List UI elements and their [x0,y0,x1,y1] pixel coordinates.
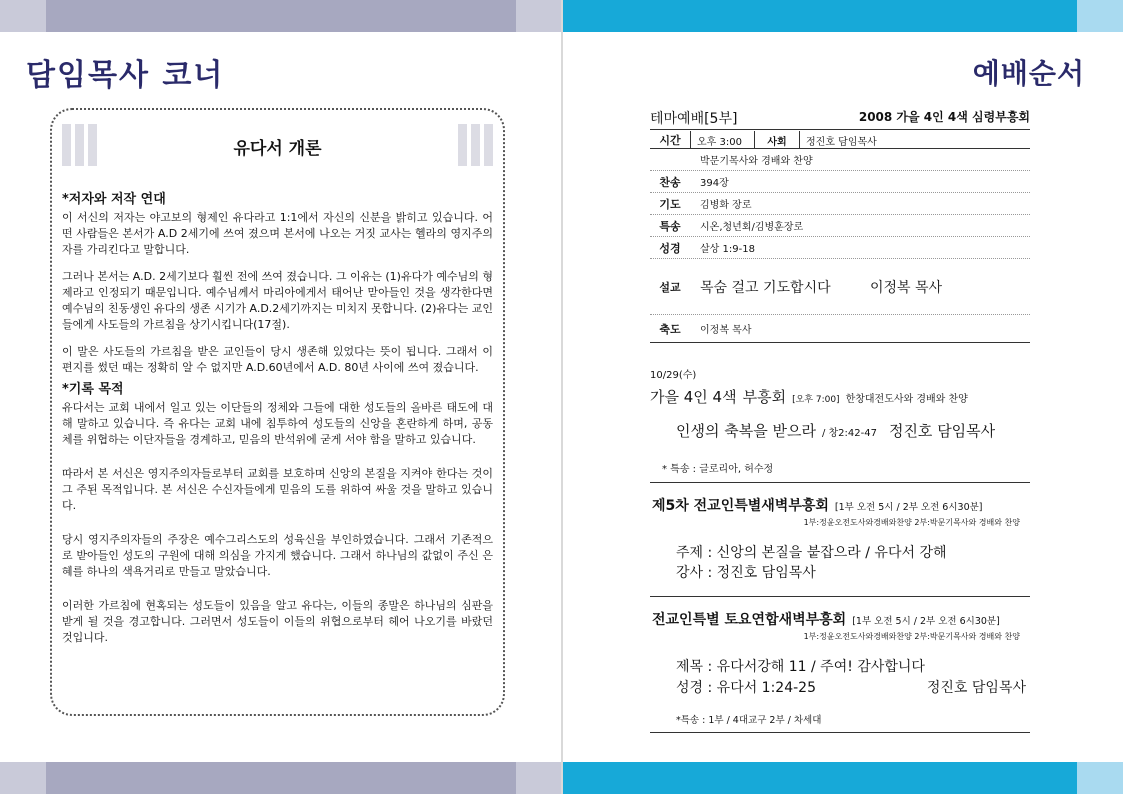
leader-value: 정진호 담임목사 [806,137,877,148]
opening-row [650,149,1030,171]
bless-value: 이정복 목사 [700,325,752,336]
sat-title-line [652,609,1042,629]
row-label: 특송 [659,219,681,233]
right-top-bar-end [1077,0,1123,32]
bless-label: 축도 [659,322,681,336]
time-cells [690,131,1030,148]
right-bottom-bar [563,762,1123,794]
sermon-title: 목숨 걸고 기도합시다 [700,279,831,296]
page-spine [561,0,563,794]
divider [650,732,1030,733]
intro-body [62,192,493,657]
jude-intro-box [50,108,505,716]
fall-special: * 특송 : 글로리아, 허수정 [662,464,774,475]
row-value: 394장 [700,178,729,189]
fall-time: [오후 7:00] [792,395,840,405]
left-top-bar-end [516,0,561,32]
revival-name: 2008 가을 4인 4색 심령부흥회 [858,110,1030,124]
dawn-line2 [676,562,1026,582]
time-row [650,131,1030,149]
time-label: 시간 [659,133,681,147]
sat-sub: 1부:정윤오전도사와경배와찬양 2부:박문기목사와 경배와 찬양 [803,632,1020,641]
sat-preacher: 정진호 담임목사 [926,680,1026,696]
leader-label: 사회 [755,131,800,148]
paragraph: 이 말은 사도들의 가르침을 받은 교인들이 당시 생존해 있었다는 뜻이 됩니다. 그래서 이 편지를 썼던 때는 정확히 알 수 없지만 A.D.60년에서 A.D. 80년 사이에 쓰여 졌습니다. [62,345,493,374]
dawn-speaker: 강사 : 정진호 담임목사 [676,565,816,581]
sat-schedule: [1부 오전 5시 / 2부 오전 6시30분] [852,616,1000,627]
dawn-schedule: [1부 오전 5시 / 2부 오전 6시30분] [834,502,983,513]
right-top-bar [563,0,1123,32]
fall-title-b: 부흥회 [742,388,787,406]
sat-line2 [676,677,1026,697]
sermon-label: 설교 [659,280,681,294]
row-label: 찬송 [659,175,681,189]
worship-order-title [973,52,1085,92]
dawn-title: 제5차 전교인특별새벽부흥회 [652,498,829,514]
fall-title-a: 가을 4인 4색 [650,388,737,406]
time-value: 오후 3:00 [690,131,755,148]
sat-special: *특송 : 1부 / 4대교구 2부 / 차세대 [676,715,822,726]
paragraph: 유다서는 교회 내에서 일고 있는 이단들의 정체와 그들에 대한 성도들의 올바른 태도에 대해 말하고 있습니다. 즉 유다는 교회 내에 침투하여 성도들의 신앙을 혼란하게 하며, 공동체를 위협하는 이단자들을 경계하고, 믿음의 반석위에 굳게 서야 함을 말하고 있습니다. [62,401,493,446]
right-bottom-bar-end [1077,762,1123,794]
sat-title: 전교인특별 토요연합새벽부흥회 [652,612,847,628]
fall-revival-line [650,386,1050,407]
event-date: 10/29(수) [650,370,697,381]
section-heading: *기록 목적 [62,382,124,397]
row-value: 시온,청년회/김병훈장로 [700,222,804,233]
divider [650,596,1030,597]
schedule-row [650,215,1030,237]
fall-praise: 한창대전도사와 경배와 찬양 [845,394,968,405]
worship-schedule [650,131,1030,343]
schedule-row [650,237,1030,259]
paragraph: 이 서신의 저자는 야고보의 형제인 유다라고 1:1에서 자신의 신분을 밝히고 있습니다. 어떤 사람들은 본서가 A.D 2세기에 쓰여 졌으며 본서에 나오는 거짓 교사는 헬라의 영지주의자를 가리킨다고 말합니다. [62,211,493,256]
fall-sermon-line [676,420,1026,441]
benediction-row [650,315,1030,343]
left-top-bar [0,0,561,32]
fall-sermon-ref: / 창2:42-47 [821,428,877,439]
dawn-sub: 1부:정윤오전도사와경배와찬양 2부:박문기목사와 경배와 찬양 [803,518,1020,527]
sat-line1 [676,656,1026,676]
fall-preacher: 정진호 담임목사 [888,422,996,440]
schedule-row [650,171,1030,193]
paragraph: 따라서 본 서신은 영지주의자들로부터 교회를 보호하며 신앙의 본질을 지켜야 한다는 것이 그 주된 목적입니다. 본 서신은 수신자들에게 믿음의 도를 위하여 싸울 것을 말하고 있습니다. [62,467,493,512]
worship-order-text: 예배순서 [972,57,1085,90]
service-name: 테마예배[5부] [650,111,738,127]
row-value: 살상 1:9-18 [700,244,755,255]
sat-topic: 제목 : 유다서강해 11 / 주여! 감사합니다 [676,659,925,675]
divider [650,482,1030,483]
dawn-theme: 주제 : 신앙의 본질을 붙잡으라 / 유다서 강해 [676,545,947,561]
schedule-row [650,193,1030,215]
paragraph: 당시 영지주의자들의 주장은 예수그리스도의 성육신을 부인하였습니다. 그래서 기존적으로 받아들인 성도의 구원에 대해 의심을 가지게 했습니다. 그래서 하나님의 값없이 주신 은혜를 하나의 색욕거리로 만들고 말았습니다. [62,533,493,578]
row-label: 성경 [659,241,681,255]
sat-scripture: 성경 : 유다서 1:24-25 [676,680,816,696]
row-value: 김병화 장로 [700,200,752,211]
doc-title: 유다서 개론 [233,139,322,159]
pastor-corner-title [26,50,224,94]
paragraph: 이러한 가르침에 현혹되는 성도들이 있음을 알고 유다는, 이들의 종말은 하나님의 심판을 받게 될 것을 경고합니다. 그러면서 성도들이 이들의 위협으로부터 헤어 나오기를 바랐던 것입니다. [62,599,493,644]
dawn-title-line [652,495,1042,515]
fall-sermon-title: 인생의 축복을 받으라 [676,422,816,440]
left-bottom-bar-end [516,762,561,794]
left-bottom-bar [0,762,561,794]
left-top-bar-end [0,0,46,32]
paragraph: 그러나 본서는 A.D. 2세기보다 훨씬 전에 쓰여 졌습니다. 그 이유는 (1)유다가 예수님의 형제라고 인정되기 때문입니다. 예수님께서 마리아에게서 태어난 맏아들인 것을 생각한다면 예수님의 친동생인 유다의 생존 시기가 A.D.2세기까지는 미치지 못합니다. (2)유다는 교인들에게 사도들의 가르침을 상기시킵니다(17절). [62,270,493,331]
left-bottom-bar-end [0,762,46,794]
pastor-corner-text: 담임목사 코너 [26,58,225,93]
opening-value: 박문기목사와 경배와 찬양 [700,156,813,167]
sermon-preacher: 이정복 목사 [870,279,943,296]
dawn-line1 [676,542,1026,562]
sermon-row [650,259,1030,315]
row-label: 기도 [659,197,681,211]
section-heading: *저자와 저작 연대 [62,192,166,207]
service-header [650,108,1030,130]
